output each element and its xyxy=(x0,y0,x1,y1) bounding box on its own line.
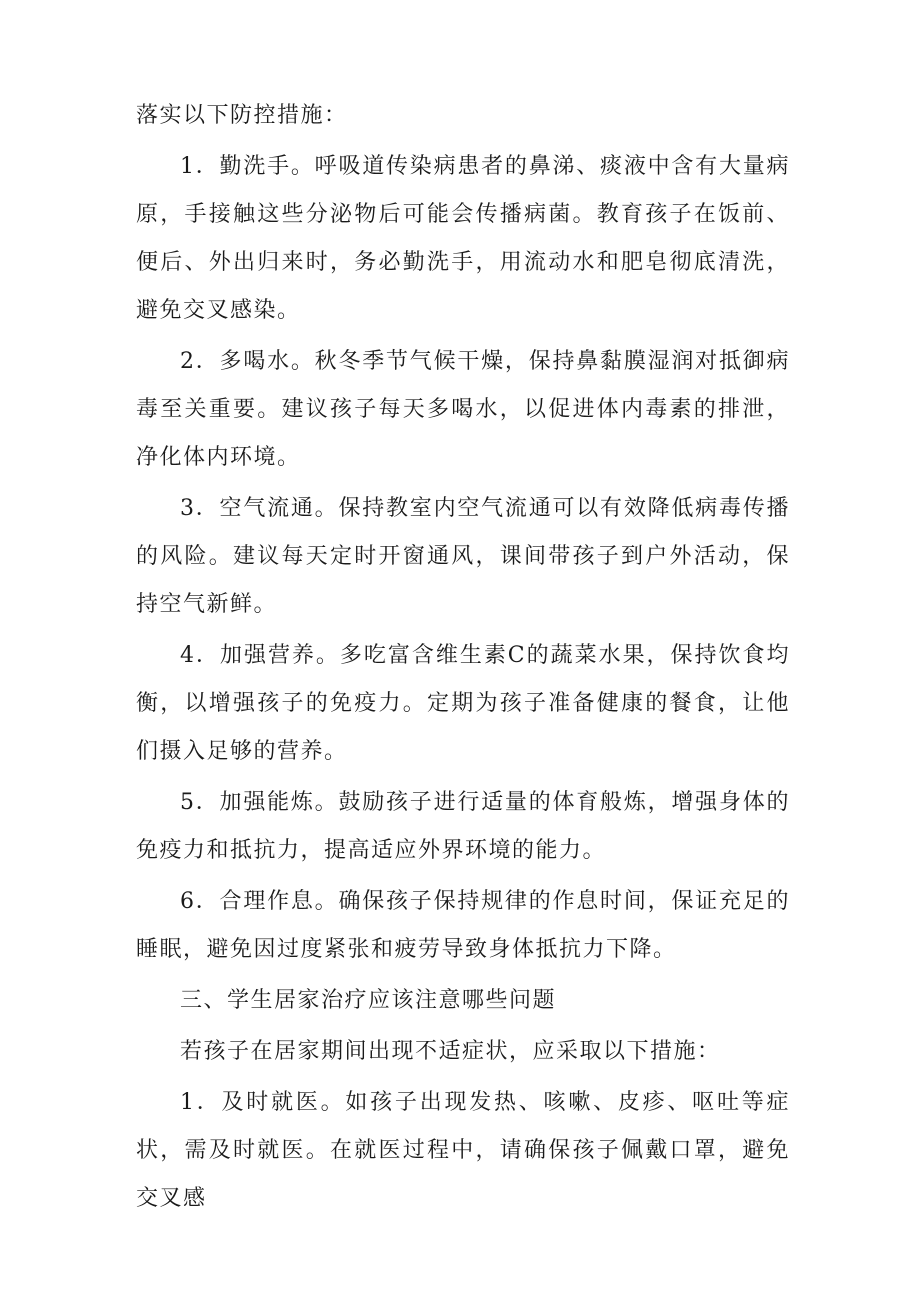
paragraph-intro: 落实以下防控措施： xyxy=(136,103,348,128)
paragraph-item-3-ventilation: 3．空气流通。保持教室内空气流通可以有效降低病毒传播的风险。建议每天定时开窗通风，课间带孩子到户外活动，保持空气新鲜。 xyxy=(136,496,790,617)
paragraph-item-2-water: 2．多喝水。秋冬季节气候干燥，保持鼻黏膜湿润对抵御病毒至关重要。建议孩子每天多喝水，以促进体内毒素的排泄，净化体内环境。 xyxy=(136,349,790,470)
section-heading-home-treatment: 三、学生居家治疗应该注意哪些问题 xyxy=(180,988,557,1013)
paragraph-item-6-rest: 6．合理作息。确保孩子保持规律的作息时间，保证充足的睡眠，避免因过度紧张和疲劳导致身体抵抗力下降。 xyxy=(136,889,790,962)
document-body xyxy=(136,92,790,1226)
paragraph-item-1-handwashing: 1．勤洗手。呼吸道传染病患者的鼻涕、痰液中含有大量病原，手接触这些分泌物后可能会传播病菌。教育孩子在饭前、便后、外出归来时，务必勤洗手，用流动水和肥皂彻底清洗，避免交叉感染。 xyxy=(136,154,790,323)
paragraph-home-intro: 若孩子在居家期间出现不适症状，应采取以下措施： xyxy=(180,1039,721,1064)
paragraph-item-5-exercise: 5．加强能炼。鼓励孩子进行适量的体育般炼，增强身体的免疫力和抵抗力，提高适应外界环境的能力。 xyxy=(136,790,790,863)
paragraph-home-item-1-doctor: 1．及时就医。如孩子出现发热、咳嗽、皮疹、呕吐等症状，需及时就医。在就医过程中，请确保孩子佩戴口罩，避免交叉感 xyxy=(136,1090,790,1211)
paragraph-item-4-nutrition: 4．加强营养。多吃富含维生素C的蔬菜水果，保持饮食均衡，以增强孩子的免疫力。定期为孩子准备健康的餐食，让他们摄入足够的营养。 xyxy=(136,643,790,764)
